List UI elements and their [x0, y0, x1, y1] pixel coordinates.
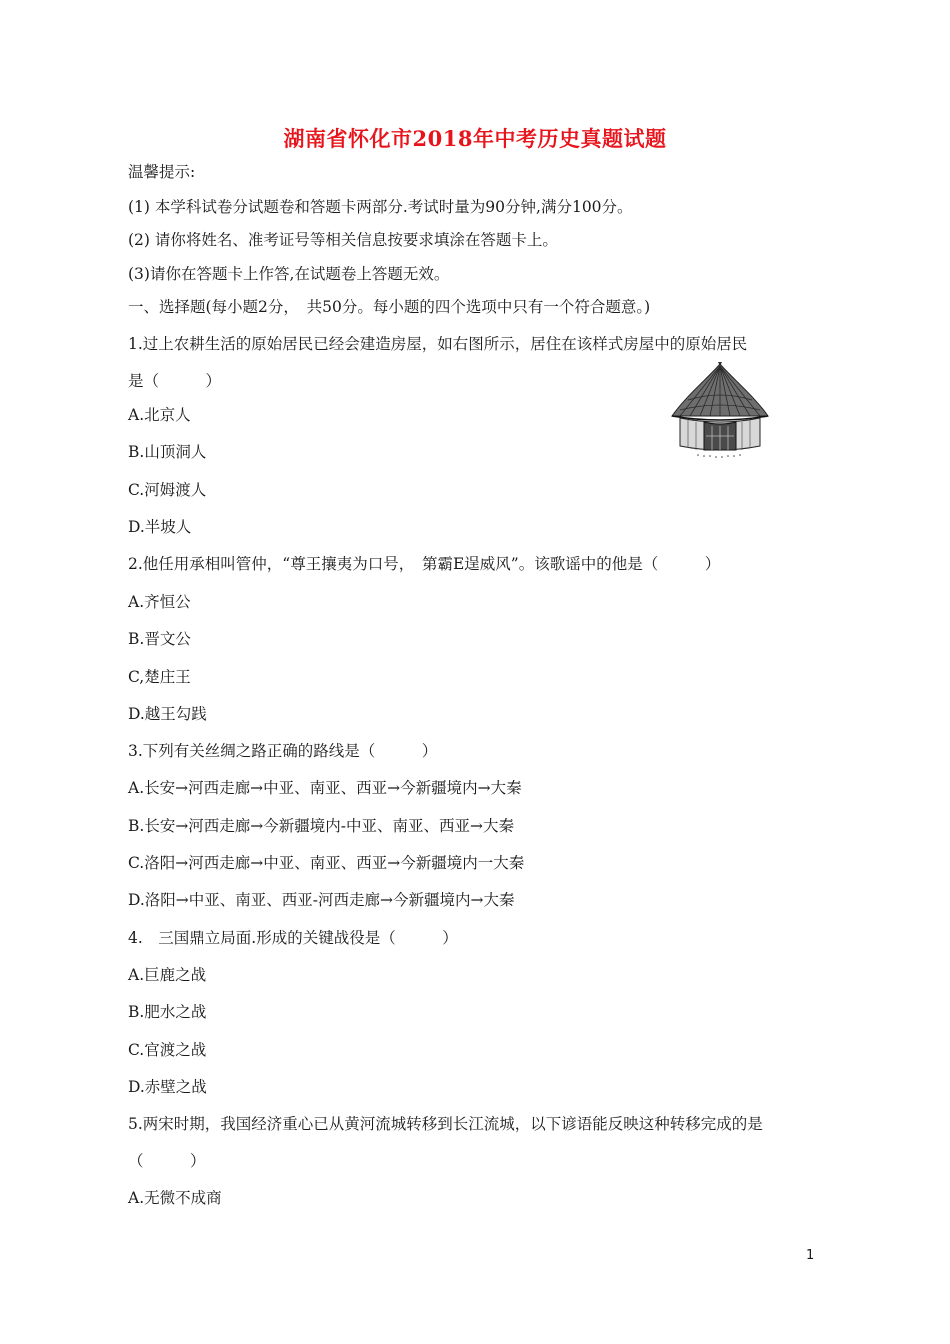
- question-5-stem-line-2: （ ）: [128, 1152, 206, 1170]
- question-4-option-d: D.赤壁之战: [128, 1078, 207, 1096]
- question-2-option-d: D.越王勾践: [128, 705, 207, 723]
- tip-item-3: (3)请你在答题卡上作答,在试题卷上答题无效。: [128, 265, 450, 283]
- question-1-option-d: D.半坡人: [128, 518, 192, 536]
- question-3-option-c: C.洛阳→河西走廊→中亚、南亚、西亚→今新疆境内一大秦: [128, 854, 525, 872]
- round-hut-illustration: [668, 360, 772, 460]
- question-2-option-a: A.齐恒公: [128, 593, 191, 611]
- section-heading: 一、选择题(每小题2分， 共50分。每小题的四个选项中只有一个符合题意。): [128, 298, 651, 316]
- tip-item-2: (2) 请你将姓名、准考证号等相关信息按要求填涂在答题卡上。: [128, 231, 558, 249]
- question-4-option-a: A.巨鹿之战: [128, 966, 207, 984]
- question-5-stem-line-1: 5.两宋时期，我国经济重心已从黄河流城转移到长江流城，以下谚语能反映这种转移完成的是: [128, 1115, 763, 1133]
- question-1-stem-line-1: 1.过上农耕生活的原始居民已经会建造房屋，如右图所示，居住在该样式房屋中的原始居民: [128, 335, 748, 353]
- tip-item-1: (1) 本学科试卷分试题卷和答题卡两部分.考试时量为90分钟,满分100分。: [128, 198, 633, 216]
- page-title: 湖南省怀化市2018年中考历史真题试题: [283, 126, 667, 151]
- question-1-stem-line-2: 是（ ）: [128, 372, 222, 390]
- question-5-option-a: A.无微不成商: [128, 1189, 222, 1207]
- question-1-option-b: B.山顶洞人: [128, 443, 207, 461]
- question-2-stem-line-1: 2.他任用承相叫管仲，“尊王攘夷为口号， 第霸E逞威风”。该歌谣中的他是（ ）: [128, 555, 721, 573]
- question-4-option-b: B.肥水之战: [128, 1003, 207, 1021]
- question-3-option-b: B.长安→河西走廊→今新疆境内-中亚、南亚、西亚→大秦: [128, 817, 515, 835]
- question-3-option-a: A.长安→河西走廊→中亚、南亚、西亚→今新疆境内→大秦: [128, 779, 522, 797]
- tips-heading: 温馨提示:: [128, 163, 196, 181]
- page-number: 1: [806, 1248, 815, 1263]
- question-3-option-d: D.洛阳→中亚、南亚、西亚-河西走廊→今新疆境内→大秦: [128, 891, 515, 909]
- question-4-option-c: C.官渡之战: [128, 1041, 207, 1059]
- question-2-option-c: C,楚庄王: [128, 668, 191, 686]
- question-2-option-b: B.晋文公: [128, 630, 191, 648]
- question-1-option-a: A.北京人: [128, 406, 191, 424]
- question-3-stem-line-1: 3.下列有关丝绸之路正确的路线是（ ）: [128, 742, 438, 760]
- question-4-stem-line-1: 4. 三国鼎立局面.形成的关键战役是（ ）: [128, 929, 458, 947]
- question-1-option-c: C.河姆渡人: [128, 481, 207, 499]
